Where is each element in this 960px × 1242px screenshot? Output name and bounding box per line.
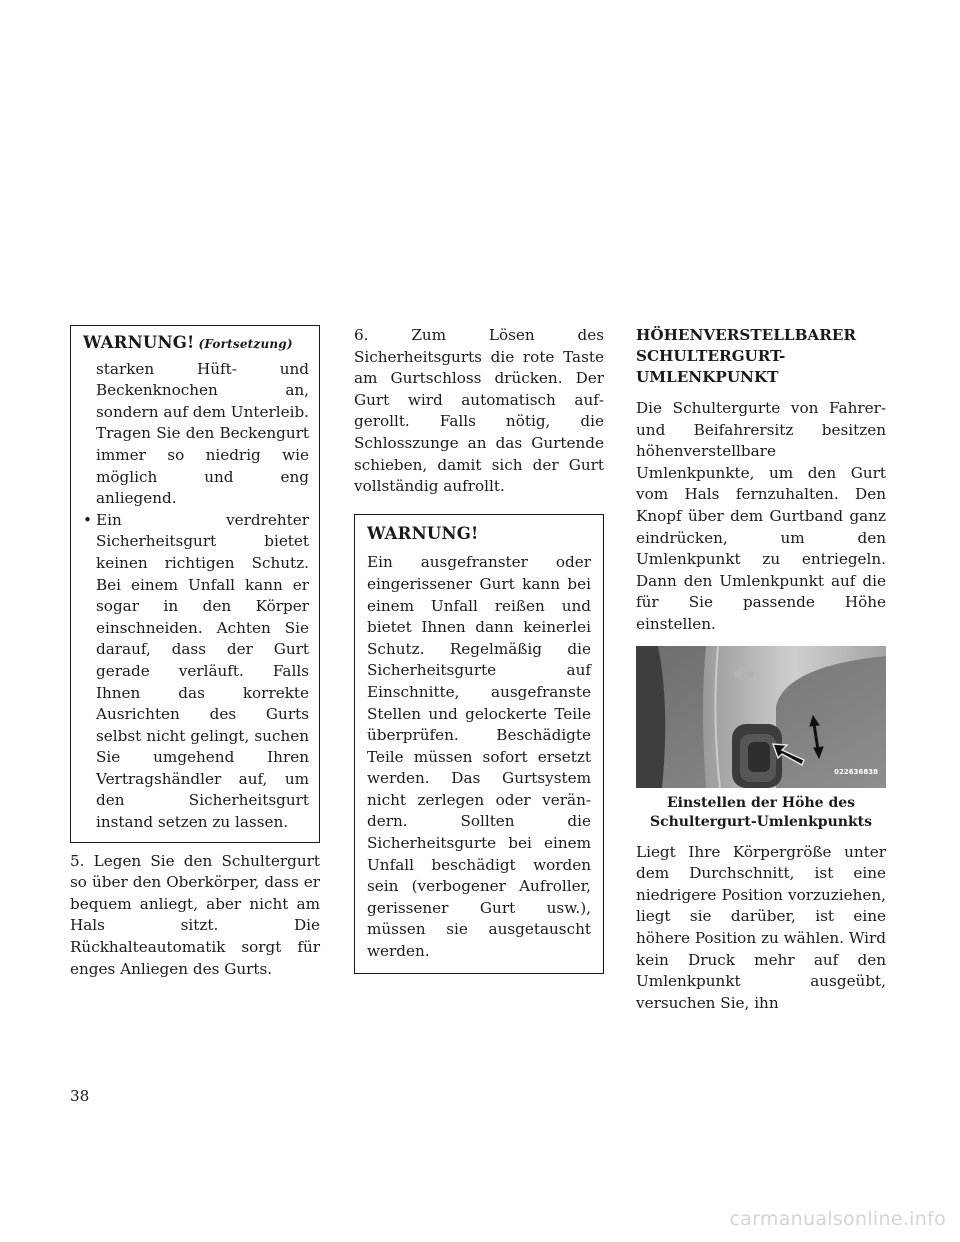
heading-line: UMLENKPUNKT xyxy=(636,368,779,386)
caption-line: Schultergurt-Umlenkpunkts xyxy=(649,813,872,830)
heading-line: SCHULTERGURT- xyxy=(636,347,786,365)
anchor-adjustment-figure xyxy=(636,646,886,788)
caption-line: Einstellen der Höhe des xyxy=(666,794,856,811)
warning-box xyxy=(354,514,604,974)
warning-heading xyxy=(83,332,309,356)
page-number: 38 xyxy=(70,1087,90,1105)
bullet-icon: • xyxy=(83,510,92,529)
warning-bullet-text: Ein verdrehter Sicherheitsgurt bietet keinen richtigen Schutz. Bei einem Unfall kann er sogar in den Körper einschneiden. Achten Sie darauf, dass der Gurt gerade verläuft. Falls Ihnen das korrekte Ausrichten des Gurts selbst nicht gelingt, suchen Sie umgehend Ihren Vertragshändler auf, um den Sicherheitsgurt instand setzen zu lassen. xyxy=(96,510,309,832)
warning-continuation-label: (Fortsetzung) xyxy=(198,337,293,351)
warning-text: Ein ausgefranster oder eingerissener Gurt kann bei einem Unfall reißen und bietet Ihnen dann keinerlei Schutz. Regelmäßig die Sicherheitsgurte auf Einschnitte, ausgefranste Stellen und gelockerte Teile überprüfen. Beschädigte Teile müssen sofort ersetzt werden. Das Gurtsystem nicht zerlegen oder verändern. Sollten die Sicherheitsgurte bei einem Unfall beschädigt worden sein (verbogener Aufroller, gerissener Gurt usw.), müssen sie ausgetauscht werden. xyxy=(367,553,591,961)
warning-bullet-list xyxy=(83,510,309,834)
warning-title: WARNUNG! xyxy=(83,333,195,352)
step-6-text: 6. Zum Lösen des Sicherheitsgurts die rote Taste am Gurtschloss drücken. Der Gurt wird automatisch aufgerollt. Falls nötig, die Schlosszunge an das Gurtende schieben, damit sich der Gurt vollständig aufrollt. xyxy=(354,326,604,496)
warning-box-continued xyxy=(70,325,320,843)
section-heading xyxy=(636,325,886,388)
watermark-text: carmanualsonline.info xyxy=(729,1208,946,1230)
figure-caption xyxy=(636,794,886,832)
warning-title: WARNUNG! xyxy=(367,523,479,543)
heading-line: HÖHENVERSTELLBARER xyxy=(636,326,857,344)
warning-continued-text: starken Hüft- und Beckenknochen an, sondern auf dem Unterleib. Tragen Sie den Beckengurt immer so niedrig wie möglich und eng anliegend. xyxy=(96,359,309,508)
step-5-text: 5. Legen Sie den Schultergurt so über den Oberkörper, dass er bequem anliegt, aber nicht am Hals sitzt. Die Rückhalteautomatik sorgt für enges Anliegen des Gurts. xyxy=(70,851,320,978)
column-1 xyxy=(70,325,320,980)
section-intro-text: Die Schultergurte von Fahrer- und Beifahrersitz besitzen höhenverstellbare Umlenkpunkte, um den Gurt vom Hals fernzuhalten. Den Knopf über dem Gurtband ganz eindrücken, um den Umlenkpunkt zu entriegeln. Dann den Umlenkpunkt auf die für Sie passende Höhe einstellen. xyxy=(636,399,886,633)
section-outro-text: Liegt Ihre Körpergröße unter dem Durchschnitt, ist eine niedrigere Position vorzuziehen, liegt sie darüber, ist eine höhere Position zu wählen. Wird kein Druck mehr auf den Umlenkpunkt ausgeübt, versuchen Sie, ihn xyxy=(636,842,886,1012)
warning-bullet-item xyxy=(83,510,309,834)
figure-code-label: 022636838 xyxy=(834,767,878,776)
column-2 xyxy=(354,325,604,974)
column-3 xyxy=(636,325,886,1024)
